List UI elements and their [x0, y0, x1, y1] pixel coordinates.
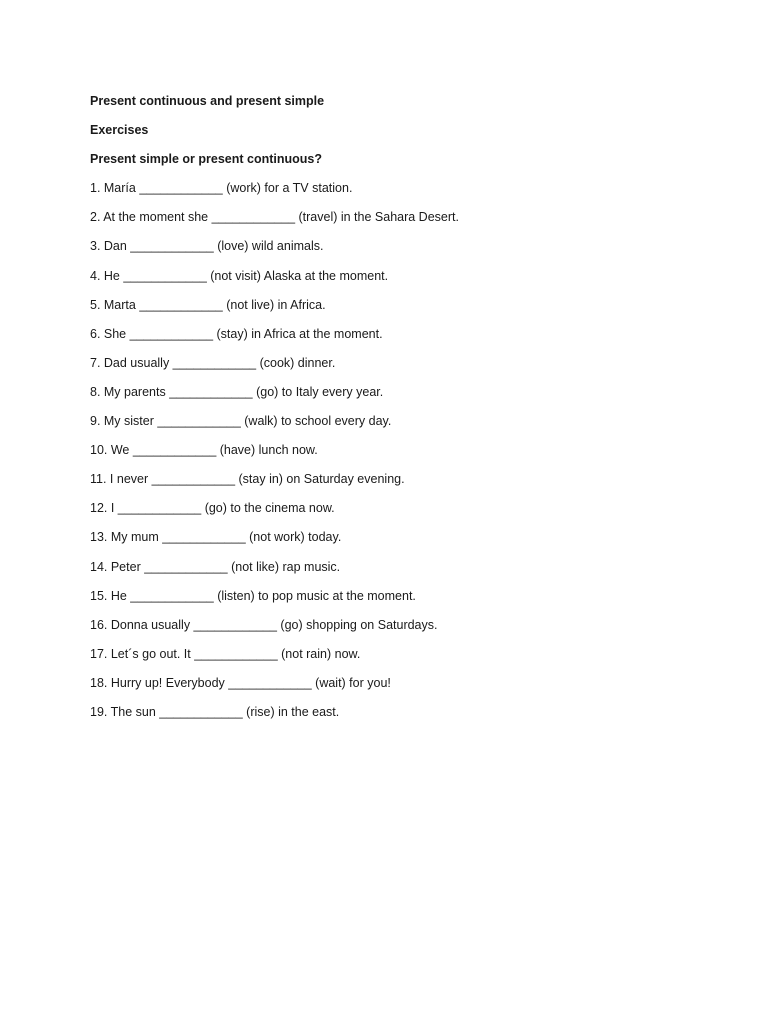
exercise-item: 7. Dad usually ____________ (cook) dinner.	[90, 355, 336, 370]
exercise-item: 13. My mum ____________ (not work) today.	[90, 530, 342, 545]
exercise-item: 1. María ____________ (work) for a TV station.	[90, 181, 353, 196]
exercise-item: 19. The sun ____________ (rise) in the east.	[90, 704, 340, 719]
section-heading: Exercises	[90, 123, 149, 138]
exercise-item: 16. Donna usually ____________ (go) shopping on Saturdays.	[90, 617, 438, 632]
exercise-item: 10. We ____________ (have) lunch now.	[90, 443, 318, 458]
exercise-item: 17. Let´s go out. It ____________ (not rain) now.	[90, 646, 361, 661]
exercise-item: 5. Marta ____________ (not live) in Africa.	[90, 297, 326, 312]
exercise-item: 2. At the moment she ____________ (travel) in the Sahara Desert.	[90, 210, 459, 225]
exercise-item: 3. Dan ____________ (love) wild animals.	[90, 239, 324, 254]
exercise-item: 15. He ____________ (listen) to pop music at the moment.	[90, 588, 416, 603]
document-title: Present continuous and present simple	[90, 94, 325, 108]
exercise-item: 6. She ____________ (stay) in Africa at the moment.	[90, 326, 383, 341]
exercise-item: 14. Peter ____________ (not like) rap music.	[90, 559, 341, 574]
document-page	[90, 93, 690, 733]
exercise-item: 12. I ____________ (go) to the cinema now.	[90, 501, 335, 516]
exercise-item: 9. My sister ____________ (walk) to school every day.	[90, 414, 392, 429]
exercise-item: 18. Hurry up! Everybody ____________ (wait) for you!	[90, 675, 391, 690]
exercise-instruction: Present simple or present continuous?	[90, 152, 322, 167]
exercise-item: 11. I never ____________ (stay in) on Saturday evening.	[90, 472, 405, 487]
exercise-item: 4. He ____________ (not visit) Alaska at the moment.	[90, 268, 389, 283]
exercise-item: 8. My parents ____________ (go) to Italy every year.	[90, 384, 384, 399]
